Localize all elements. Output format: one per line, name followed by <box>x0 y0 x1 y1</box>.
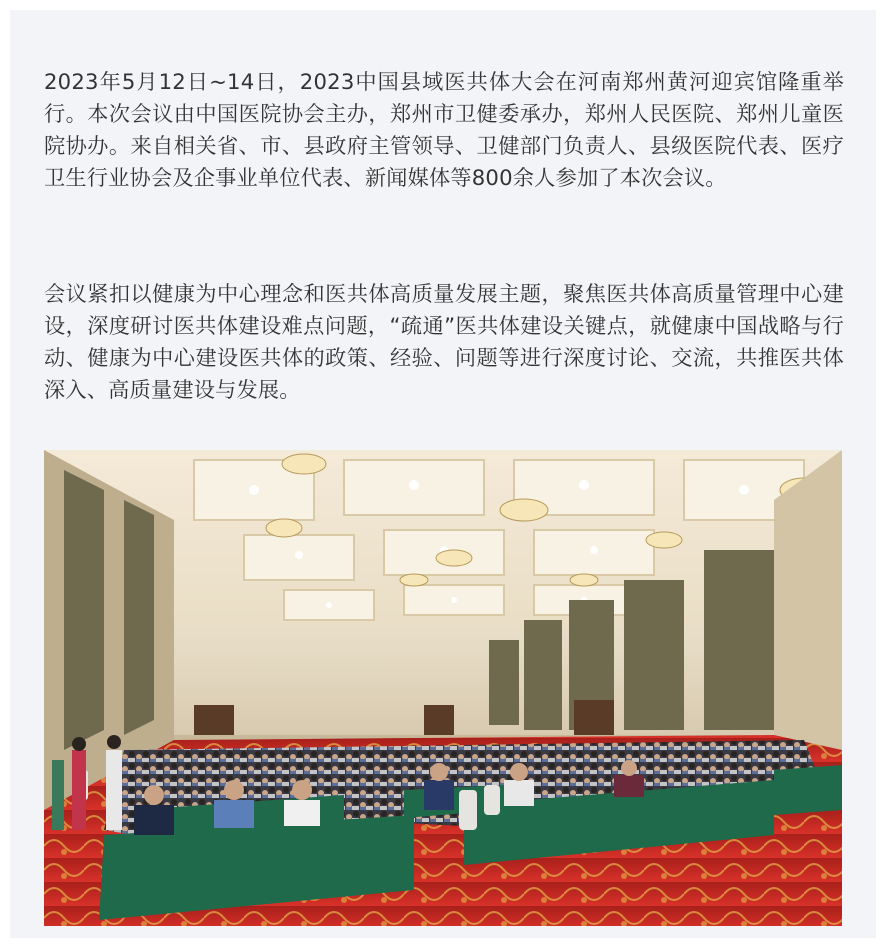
article-paragraph-1: 2023年5月12日~14日，2023中国县域医共体大会在河南郑州黄河迎宾馆隆重举行。本次会议由中国医院协会主办，郑州市卫健委承办，郑州人民医院、郑州儿童医院协办。来自相关省、市、县政府主管领导、卫健部门负责人、县级医院代表、医疗卫生行业协会及企事业单位代表、新闻媒体等800余人参加了本次会议。 <box>44 69 844 190</box>
article-card <box>10 10 876 938</box>
conference-photo <box>44 450 842 926</box>
article-paragraph-2: 会议紧扣以健康为中心理念和医共体高质量发展主题，聚焦医共体高质量管理中心建设，深度研讨医共体建设难点问题，“疏通”医共体建设关键点，就健康中国战略与行动、健康为中心建设医共体的政策、经验、问题等进行深度讨论、交流，共推医共体深入、高质量建设与发展。 <box>44 281 844 402</box>
